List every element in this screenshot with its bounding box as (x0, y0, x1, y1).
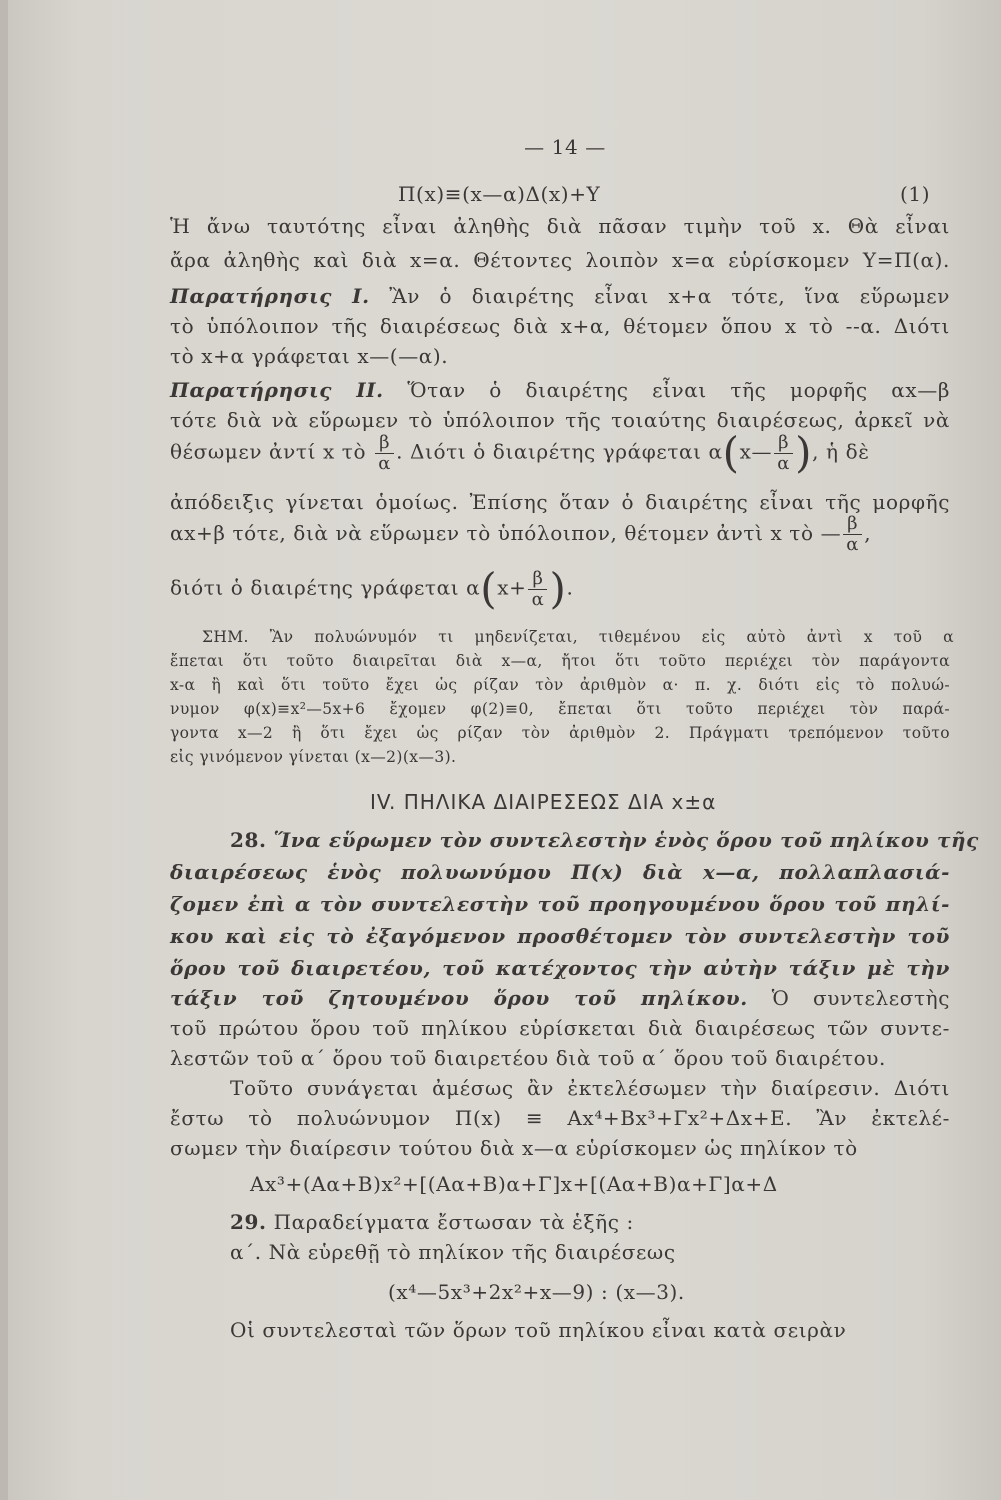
text-fragment: , (864, 520, 872, 545)
page-number: — 14 — (524, 135, 606, 159)
remark-1-line (170, 284, 950, 308)
fraction (774, 433, 793, 474)
text-fragment: . (566, 575, 574, 600)
theorem-line: ὅρου τοῦ διαιρετέου, τοῦ κατέχοντος τὴν αὐτὴν τάξιν μὲ τὴν (170, 956, 950, 980)
paragraph-line: τοῦ πρώτου ὅρου τοῦ πηλίκου εὑρίσκεται διὰ διαιρέσεως τῶν συντε- (170, 1016, 950, 1040)
fraction-denominator: α (531, 588, 545, 610)
text-fragment: x+ (497, 575, 527, 600)
fraction-numerator: β (528, 569, 547, 590)
paragraph-line: τὸ x+α γράφεται x—(—α). (170, 344, 449, 368)
fraction (843, 514, 862, 555)
text-fragment: Ὁ συντελεστὴς (771, 986, 950, 1010)
example-item: α´. Νὰ εὑρεθῇ τὸ πηλίκον τῆς διαιρέσεως (230, 1240, 676, 1264)
theorem-text: τάξιν τοῦ ζητουμένου ὅρου τοῦ πηλίκου. (170, 986, 748, 1010)
section-heading: IV. ΠΗΛΙΚΑ ΔΙΑΙΡΕΣΕΩΣ ΔΙΑ x±α (370, 790, 717, 814)
paragraph-line: Τοῦτο συνάγεται ἀμέσως ἂν ἐκτελέσωμεν τὴν διαίρεσιν. Διότι (230, 1076, 950, 1100)
note-line: εἰς γινόμενον γίνεται (x—2)(x—3). (170, 748, 457, 766)
paragraph-line: ἀπόδειξις γίνεται ὁμοίως. Ἐπίσης ὅταν ὁ διαιρέτης εἶναι τῆς μορφῆς (170, 490, 950, 514)
fraction-numerator: β (375, 433, 394, 454)
note-line: ΣΗΜ. Ἂν πολυώνυμόν τι μηδενίζεται, τιθεμένου εἰς αὐτὸ ἀντὶ x τοῦ α (202, 628, 954, 646)
remark-2-text: Ὅταν ὁ διαιρέτης εἶναι τῆς μορφῆς αx—β (407, 378, 950, 402)
fraction-denominator: α (378, 452, 391, 474)
note-line: ἔπεται ὅτι τοῦτο διαιρεῖται διὰ x—α, ἤτοι ὅτι τοῦτο περιέχει τὸν παράγοντα (170, 652, 950, 670)
fraction (528, 569, 547, 610)
equation-1: Π(x)≡(x—α)Δ(x)+Y (398, 182, 601, 206)
theorem-line (230, 828, 979, 852)
remark-2-line (170, 378, 950, 402)
paragraph-line: ἄρα ἀληθὴς καὶ διὰ x=α. Θέτοντες λοιπὸν x=α εὑρίσκομεν Y=Π(α). (170, 248, 950, 272)
formula-line (170, 428, 950, 477)
theorem-line: κου καὶ εἰς τὸ ἐξαγόμενον προσθέτομεν τὸν συντελεστὴν τοῦ (170, 924, 950, 948)
paragraph-line: Ἡ ἄνω ταυτότης εἶναι ἀληθὴς διὰ πᾶσαν τιμὴν τοῦ x. Θὰ εἶναι (170, 214, 950, 238)
paragraph-line: τότε διὰ νὰ εὕρωμεν τὸ ὑπόλοιπον τῆς τοιαύτης διαιρέσεως, ἀρκεῖ νὰ (170, 408, 950, 432)
fraction-numerator: β (843, 514, 862, 535)
equation-1-tag: (1) (900, 182, 931, 206)
theorem-line (170, 986, 950, 1010)
paren-close: ) (795, 428, 813, 477)
formula-line (170, 564, 574, 613)
paren-open: ( (480, 564, 498, 613)
text-fragment: διότι ὁ διαιρέτης γράφεται α (170, 575, 481, 600)
paragraph-line: σωμεν τὴν διαίρεσιν τούτου διὰ x—α εὑρίσκομεν ὡς πηλίκον τὸ (170, 1136, 858, 1160)
text-fragment: x— (739, 439, 773, 464)
paragraph-line: Οἱ συντελεσταὶ τῶν ὅρων τοῦ πηλίκου εἶναι κατὰ σειρὰν (230, 1318, 847, 1342)
theorem-line: διαιρέσεως ἑνὸς πολυωνύμου Π(x) διὰ x—α, πολλαπλασιά- (170, 860, 950, 884)
note-line: νυμον φ(x)≡x²—5x+6 ἔχομεν φ(2)≡0, ἔπεται ὅτι τοῦτο περιέχει τὸν παρά- (170, 700, 950, 718)
paragraph-number: 29. (230, 1210, 267, 1234)
paragraph-line: ἔστω τὸ πολυώνυμον Π(x) ≡ Ax⁴+Bx³+Γx²+Δx+E. Ἂν ἐκτελέ- (170, 1106, 950, 1130)
theorem-text: Ἵνα εὕρωμεν τὸν συντελεστὴν ἑνὸς ὅρου τοῦ πηλίκου τῆς (273, 828, 979, 852)
fraction-denominator: α (846, 533, 860, 555)
paren-close: ) (549, 564, 567, 613)
examples-line (230, 1210, 634, 1234)
note-line: x-α ἢ καὶ ὅτι τοῦτο ἔχει ὡς ρίζαν τὸν ἀριθμὸν α· π. χ. διότι εἰς τὸ πολυώ- (170, 676, 950, 694)
remark-1-title: Παρατήρησις I. (170, 284, 370, 308)
paragraph-number: 28. (230, 828, 267, 852)
example-equation: (x⁴—5x³+2x²+x—9) : (x—3). (388, 1280, 685, 1304)
page-edge (0, 0, 8, 1500)
fraction (375, 433, 394, 474)
paragraph-line: λεστῶν τοῦ α´ ὅρου τοῦ διαιρετέου διὰ τοῦ α´ ὅρου τοῦ διαιρέτου. (170, 1046, 886, 1070)
text-fragment: , ἡ δὲ (812, 439, 870, 464)
text-fragment: Παραδείγματα ἔστωσαν τὰ ἑξῆς : (273, 1210, 634, 1234)
remark-1-text: Ἂν ὁ διαιρέτης εἶναι x+α τότε, ἵνα εὕρωμεν (389, 284, 950, 308)
quotient-equation: Ax³+(Aα+B)x²+[(Aα+B)α+Γ]x+[(Aα+B)α+Γ]α+Δ (250, 1172, 778, 1196)
formula-line (170, 514, 960, 555)
fraction-numerator: β (774, 433, 793, 454)
text-fragment: θέσωμεν ἀντί x τὸ (170, 439, 367, 464)
fraction-denominator: α (777, 452, 790, 474)
paragraph-line: τὸ ὑπόλοιπον τῆς διαιρέσεως διὰ x+α, θέτομεν ὅπου x τὸ --α. Διότι (170, 314, 950, 338)
text-fragment: . Διότι ὁ διαιρέτης γράφεται α (396, 439, 723, 464)
text-fragment: αx+β τότε, διὰ νὰ εὕρωμεν τὸ ὑπόλοιπον, θέτομεν ἀντὶ x τὸ — (170, 520, 842, 545)
theorem-line: ζομεν ἐπὶ α τὸν συντελεστὴν τοῦ προηγουμένου ὅρου τοῦ πηλί- (170, 892, 950, 916)
paren-open: ( (722, 428, 740, 477)
note-line: γοντα x—2 ἢ ὅτι ἔχει ὡς ρίζαν τὸν ἀριθμὸν 2. Πράγματι τρεπόμενον τοῦτο (170, 724, 950, 742)
remark-2-title: Παρατήρησις II. (170, 378, 384, 402)
